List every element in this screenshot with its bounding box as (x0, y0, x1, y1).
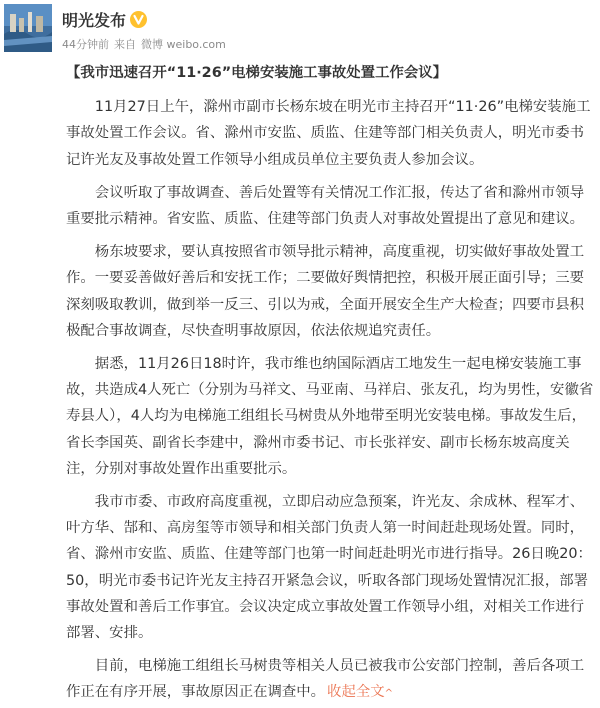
post-time[interactable]: 44分钟前 (62, 38, 109, 51)
post-title: 【我市迅速召开“11·26”电梯安装施工事故处置工作会议】 (66, 65, 448, 81)
collapse-full-text-link[interactable] (327, 684, 393, 700)
post-paragraph-5: 我市市委、市政府高度重视，立即启动应急预案，许光友、余成林、程军才、叶方华、郜和、高房玺等市领导和相关部门负责人第一时间赶赴现场处置。同时，省、滁州市安监、质监、住建等部门也第一时间赶赴明光市进行指导。26日晚20：50，明光市委书记许光友主持召开紧急会议，听取各部门现场处置情况汇报，部署事故处置和善后工作事宜。会议决定成立事故处置工作领导小组，对相关工作进行部署、安排。 (66, 494, 592, 642)
post-paragraph-3: 杨东坡要求，要认真按照省市领导批示精神，高度重视，切实做好事故处置工作。一要妥善做好善后和安抚工作；二要做好舆情把控，积极开展正面引导；三要深刻吸取教训，做到举一反三、引以为戒，全面开展安全生产大检查；四要市县积极配合事故调查，尽快查明事故原因，依法依规追究责任。 (66, 244, 585, 339)
caret-up-icon[interactable]: ^ (384, 688, 394, 700)
collapse-label[interactable]: 收起全文 (327, 684, 385, 701)
post-paragraph-1: 11月27日上午，滁州市副市长杨东坡在明光市主持召开“11·26”电梯安装施工事故处置工作会议。省、滁州市安监、质监、住建等部门相关负责人，明光市委书记许光友及事故处置工作领导小组成员单位主要负责人参加会议。 (66, 99, 591, 168)
avatar-image (4, 4, 52, 52)
post-paragraph-6-text: 目前，电梯施工组组长马树贵等相关人员已被我市公安部门控制，善后各项工作正在有序开展，事故原因正在调查中。 (66, 658, 585, 701)
source-prefix: 来自 (114, 38, 136, 51)
avatar[interactable] (4, 4, 52, 52)
post-content (66, 60, 596, 708)
user-name[interactable]: 明光发布 (62, 11, 127, 30)
post-paragraph-2: 会议听取了事故调查、善后处置等有关情况工作汇报，传达了省和滁州市领导重要批示精神。省安监、质监、住建等部门负责人对事故处置提出了意见和建议。 (66, 184, 585, 228)
verified-badge-icon (130, 11, 147, 28)
post-header (0, 0, 600, 56)
post-paragraph-4: 据悉，11月26日18时许，我市维也纳国际酒店工地发生一起电梯安装施工事故，共造成4人死亡（分别为马祥文、马亚南、马祥启、张友孔，均为男性，安徽省寿县人），4人均为电梯施工组组长马树贵从外地带至明光安装电梯。事故发生后，省长李国英、副省长李建中，滁州市委书记、市长张祥安、副市长杨东坡高度关注，分别对事故处置作出重要批示。 (66, 356, 594, 477)
post-paragraph-6 (66, 653, 596, 707)
post-source[interactable]: 微博 weibo.com (141, 38, 226, 51)
post-meta (62, 36, 226, 52)
